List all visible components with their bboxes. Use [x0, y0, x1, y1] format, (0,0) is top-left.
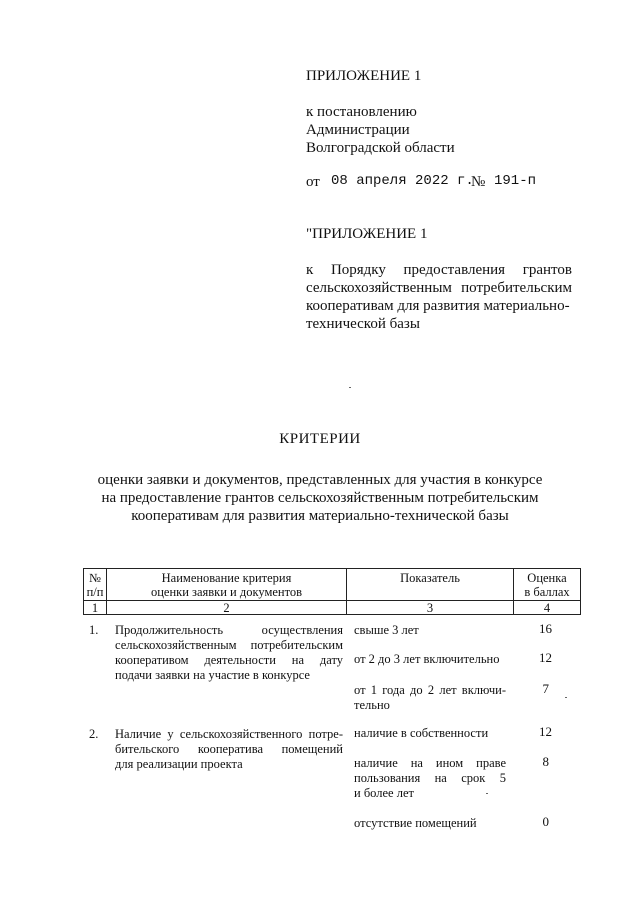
- date-from-label: от: [306, 174, 320, 190]
- row-1-num: 1.: [89, 623, 99, 637]
- row-2-num: 2.: [89, 727, 99, 741]
- decree-date: 08 апреля 2022 г.: [331, 173, 474, 189]
- col-number-3: 3: [426, 601, 434, 615]
- row-1-criterion: Продолжительность осуществления сельскохозяйственным потребительским кооперативом деятельности на дату подачи заявки на участие в конкурсе: [115, 623, 343, 682]
- row-1-score-1: 16: [539, 621, 552, 636]
- decree-number: 191-п: [494, 173, 537, 189]
- row-1-indicator-2: от 2 до 3 лет включительно: [354, 652, 500, 666]
- scan-speck: [565, 697, 567, 698]
- col-number-4: 4: [543, 601, 551, 615]
- to-decree-line-1: к постановлению: [306, 104, 417, 120]
- scan-speck: [486, 793, 488, 794]
- header-score: Оценка в баллах: [524, 571, 570, 599]
- document-title: КРИТЕРИИ: [279, 431, 361, 447]
- document-subtitle-line-2: на предоставление грантов сельскохозяйственным потребительским: [101, 490, 539, 506]
- inner-appendix-line-2: сельскохозяйственным потребительским: [306, 280, 572, 296]
- row-2-score-3: 0: [542, 814, 549, 829]
- inner-appendix-line-1: к Порядку предоставления грантов: [306, 262, 572, 278]
- row-2-indicator-3: отсутствие помещений: [354, 816, 477, 830]
- col-number-1: 1: [91, 601, 99, 615]
- header-indicator: Показатель: [400, 571, 460, 585]
- row-1-score-3: 7: [542, 681, 549, 696]
- row-2-criterion: Наличие у сельскохозяйственного потре- бительского кооператива помещений для реализации проекта: [115, 727, 343, 771]
- table-top-border: [83, 568, 581, 569]
- table-vline-4: [580, 568, 581, 615]
- appendix-title: ПРИЛОЖЕНИЕ 1: [306, 68, 422, 84]
- row-2-indicator-1: наличие в собственности: [354, 726, 489, 740]
- inner-appendix-title: "ПРИЛОЖЕНИЕ 1: [306, 226, 428, 242]
- row-2-indicator-2: наличие на ином праве пользования на срок 5 и более лет: [354, 756, 506, 800]
- row-1-indicator-3: от 1 года до 2 лет включи- тельно: [354, 683, 506, 712]
- col-number-2: 2: [223, 601, 230, 615]
- number-label: №: [471, 174, 486, 190]
- scan-speck: [349, 387, 351, 388]
- inner-appendix-line-4: технической базы: [306, 316, 420, 332]
- document-subtitle-line-3: кооперативам для развития материально-технической базы: [131, 508, 509, 524]
- row-2-score-1: 12: [539, 724, 552, 739]
- row-2-score-2: 8: [542, 754, 549, 769]
- to-decree-line-2: Администрации: [306, 122, 410, 138]
- row-1-indicator-1: свыше 3 лет: [354, 623, 419, 637]
- inner-appendix-line-3: кооперативам для развития материально-: [306, 298, 570, 314]
- row-1-score-2: 12: [539, 650, 552, 665]
- document-subtitle-line-1: оценки заявки и документов, представленных для участия в конкурсе: [97, 472, 543, 488]
- header-criterion: Наименование критерия оценки заявки и документов: [150, 571, 303, 599]
- to-decree-line-3: Волгоградской области: [306, 140, 455, 156]
- header-num: № п/п: [86, 571, 104, 599]
